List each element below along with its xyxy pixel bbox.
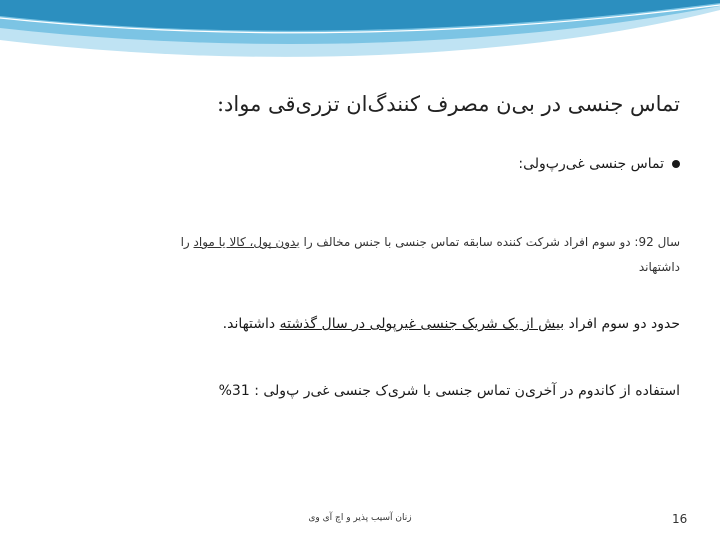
page-number: 16 [672,512,688,526]
p2-prefix: حدود دو سوم افراد [564,316,680,332]
paragraph-year-92 [80,230,680,280]
paragraph-multiple-partners [223,316,680,332]
p2-suffix: داشتهاند. [222,316,280,332]
slide-title: تماس جنسی در بی‌ن مصرف کنندگ‌ان تزری‌قی مواد: [216,92,680,116]
p1-underlined: بدون پول، کالا یا مواد [193,235,300,249]
p2-underlined: بیش از یک شریک جنسی غیرپولی در سال گذشته [279,316,565,332]
p1-line2: داشتهاند [638,260,680,275]
footer-text: زنان آسیب پذیر و اچ آی وی [308,513,412,523]
p1-suffix: را [180,235,194,249]
bullet-item [518,156,680,172]
header-wave-decoration [0,0,720,75]
p1-prefix: سال 92: دو سوم افراد شرکت کننده سابقه تماس جنسی با جنس مخالف را [299,235,680,249]
bullet-dot-icon [672,160,680,168]
bullet-text: تماس جنسی غی‌رپ‌ولی: [518,156,664,172]
paragraph-condom-use: استفاده از کاندوم در آخری‌ن تماس جنسی با شری‌ک جنسی غی‌ر پ‌ولی : 31% [218,383,680,399]
